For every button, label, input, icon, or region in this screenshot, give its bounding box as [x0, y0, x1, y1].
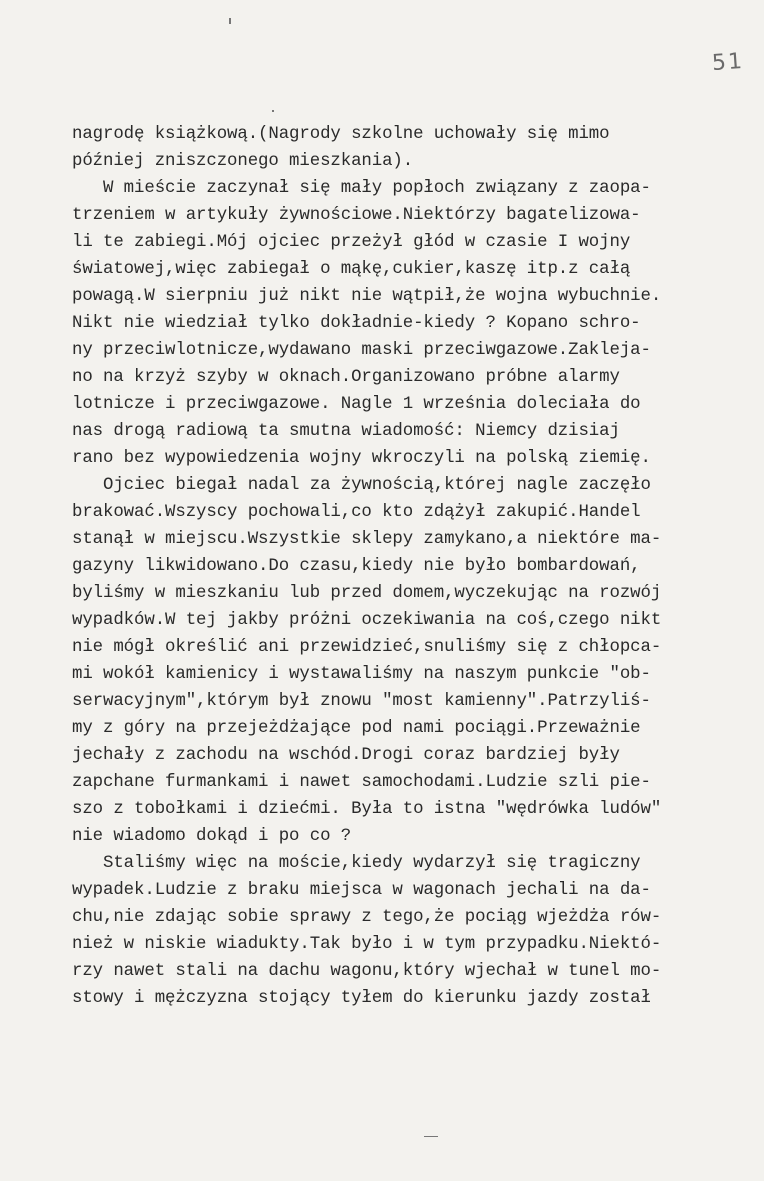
text-line: lotnicze i przeciwgazowe. Nagle 1 września doleciała do [72, 395, 641, 414]
text-line: stowy i mężczyzna stojący tyłem do kierunku jazdy został [72, 989, 651, 1008]
text-line: Ojciec biegał nadal za żywnością,której nagle zaczęło [72, 476, 651, 495]
text-line: nie mógł określić ani przewidzieć,snuliśmy się z chłopca- [72, 638, 662, 657]
stray-mark-bottom [424, 1136, 438, 1137]
text-line: nież w niskie wiadukty.Tak było i w tym przypadku.Niektó- [72, 935, 662, 954]
text-line: li te zabiegi.Mój ojciec przeżył głód w czasie I wojny [72, 233, 631, 252]
text-line: W mieście zaczynał się mały popłoch związany z zaopa- [72, 179, 651, 198]
text-line: rzy nawet stali na dachu wagonu,który wjechał w tunel mo- [72, 962, 662, 981]
text-line: wypadków.W tej jakby próżni oczekiwania na coś,czego nikt [72, 611, 662, 630]
stray-mark-upper [272, 110, 274, 112]
text-line: brakować.Wszyscy pochowali,co kto zdążył zakupić.Handel [72, 503, 641, 522]
stray-mark-top [229, 18, 231, 24]
text-line: stanął w miejscu.Wszystkie sklepy zamykano,a niektóre ma- [72, 530, 662, 549]
page-number: 51 [711, 48, 745, 77]
text-line: mi wokół kamienicy i wystawaliśmy na naszym punkcie "ob- [72, 665, 651, 684]
text-line: powagą.W sierpniu już nikt nie wątpił,że wojna wybuchnie. [72, 287, 662, 306]
text-line: szo z tobołkami i dziećmi. Była to istna "wędrówka ludów" [72, 800, 662, 819]
text-line: byliśmy w mieszkaniu lub przed domem,wyczekując na rozwój [72, 584, 662, 603]
text-line: gazyny likwidowano.Do czasu,kiedy nie było bombardowań, [72, 557, 641, 576]
text-line: światowej,więc zabiegał o mąkę,cukier,kaszę itp.z całą [72, 260, 631, 279]
text-line: trzeniem w artykuły żywnościowe.Niektórzy bagatelizowa- [72, 206, 641, 225]
text-line: jechały z zachodu na wschód.Drogi coraz bardziej były [72, 746, 620, 765]
text-line: nie wiadomo dokąd i po co ? [72, 827, 352, 846]
text-line: Nikt nie wiedział tylko dokładnie-kiedy ? Kopano schro- [72, 314, 641, 333]
text-line: wypadek.Ludzie z braku miejsca w wagonach jechali na da- [72, 881, 651, 900]
text-line: serwacyjnym",którym był znowu "most kamienny".Patrzyliś- [72, 692, 651, 711]
text-line: nas drogą radiową ta smutna wiadomość: Niemcy dzisiaj [72, 422, 620, 441]
text-line: my z góry na przejeżdżające pod nami pociągi.Przeważnie [72, 719, 641, 738]
text-line: zapchane furmankami i nawet samochodami.Ludzie szli pie- [72, 773, 651, 792]
text-line: rano bez wypowiedzenia wojny wkroczyli na polską ziemię. [72, 449, 651, 468]
text-line: chu,nie zdając sobie sprawy z tego,że pociąg wjeżdża rów- [72, 908, 662, 927]
text-line: nagrodę książkową.(Nagrody szkolne uchowały się mimo [72, 125, 610, 144]
text-line: ny przeciwlotnicze,wydawano maski przeciwgazowe.Zakleja- [72, 341, 651, 360]
text-line: później zniszczonego mieszkania). [72, 152, 414, 171]
text-line: Staliśmy więc na moście,kiedy wydarzył się tragiczny [72, 854, 641, 873]
text-line: no na krzyż szyby w oknach.Organizowano próbne alarmy [72, 368, 620, 387]
